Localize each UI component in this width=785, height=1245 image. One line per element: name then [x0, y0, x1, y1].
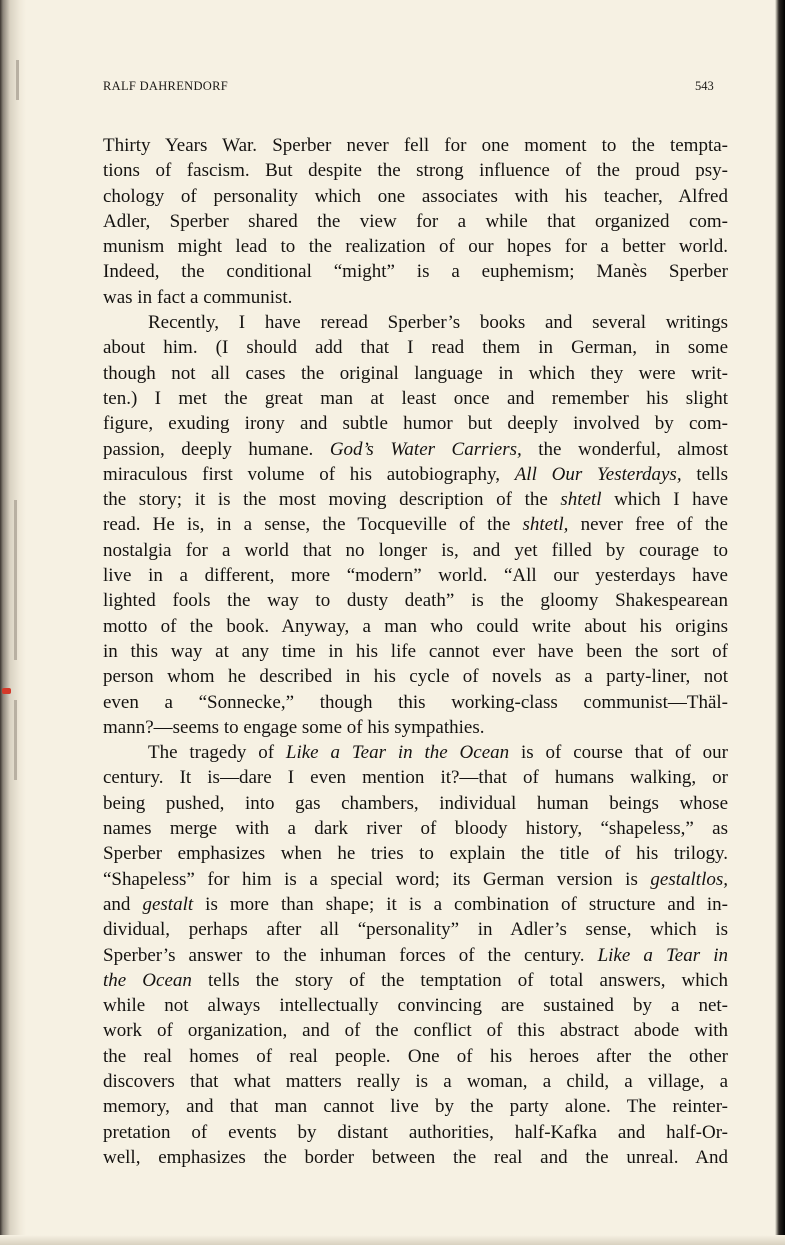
text-line: Indeed, the conditional “might” is a euphemism; Manès Sperber — [103, 261, 728, 283]
book-title: God’s Water Carriers, — [329, 438, 522, 460]
text-line: the real homes of real people. One of his heroes after the other — [103, 1045, 728, 1067]
text-line: while not always intellectually convincing are sustained by a net- — [103, 995, 728, 1017]
text-line: memory, and that man cannot live by the party alone. The reinter- — [103, 1096, 728, 1118]
margin-mark — [14, 700, 17, 780]
text-line: munism might lead to the realization of our hopes for a better world. — [103, 236, 728, 258]
page-number: 543 — [695, 79, 714, 93]
text-line: being pushed, into gas chambers, individual human beings whose — [103, 792, 728, 814]
text-line: the story; it is the most moving description of the shtetl which I have — [103, 489, 729, 511]
text-line: motto of the book. Anyway, a man who could write about his origins — [103, 615, 728, 637]
text-line: read. He is, in a sense, the Tocqueville of the shtetl, never free of the — [103, 514, 728, 536]
text-line: names merge with a dark river of bloody history, “shapeless,” as — [103, 818, 728, 840]
text-line: and gestalt is more than shape; it is a combination of structure and in- — [103, 893, 728, 915]
italic-term: shtetl, — [522, 514, 569, 536]
text-line: pretation of events by distant authorities, half-Kafka and half-Or- — [103, 1121, 728, 1143]
text-line: Sperber’s answer to the inhuman forces of the century. Like a Tear in — [103, 944, 729, 966]
text-line: live in a different, more “modern” world. “All our yesterdays have — [103, 565, 728, 587]
book-title: All Our Yesterdays, — [514, 463, 682, 485]
text-line: mann?—seems to engage some of his sympathies. — [103, 716, 485, 738]
text-line: century. It is—dare I even mention it?—that of humans walking, or — [103, 767, 728, 789]
text-line: lighted fools the way to dusty death” is the gloomy Shakespearean — [103, 590, 728, 612]
text-line: Adler, Sperber shared the view for a while that organized com- — [103, 210, 728, 232]
text-line: was in fact a communist. — [103, 286, 293, 308]
running-head: RALF DAHRENDORF — [103, 79, 229, 93]
text-line: chology of personality which one associates with his teacher, Alfred — [103, 185, 728, 207]
italic-term: gestaltlos, — [650, 868, 728, 890]
text-line: work of organization, and of the conflict of this abstract abode with — [103, 1020, 728, 1042]
italic-term: gestalt — [142, 893, 194, 915]
body-text — [103, 133, 728, 1170]
text-line: discovers that what matters really is a woman, a child, a village, a — [103, 1070, 728, 1092]
book-title: Like a Tear in the Ocean — [285, 742, 510, 764]
red-margin-mark — [2, 688, 11, 694]
text-line: though not all cases the original language in which they were writ- — [103, 362, 728, 384]
paragraph-start-line: The tragedy of Like a Tear in the Ocean is of course that of our — [148, 742, 728, 764]
margin-mark — [14, 500, 17, 660]
italic-term: shtetl — [560, 489, 602, 511]
margin-mark — [16, 60, 19, 100]
text-line: miraculous first volume of his autobiography, All Our Yesterdays, tells — [103, 463, 728, 485]
text-line: even a “Sonnecke,” though this working-class communist—Thäl- — [103, 691, 728, 713]
page-bottom-shade — [0, 1235, 785, 1245]
text-line: nostalgia for a world that no longer is, and yet filled by courage to — [103, 539, 728, 561]
text-line: Sperber emphasizes when he tries to explain the title of his trilogy. — [103, 843, 728, 865]
paragraph-start-line: Recently, I have reread Sperber’s books and several writings — [148, 312, 728, 334]
text-line: in this way at any time in his life cannot ever have been the sort of — [103, 640, 728, 662]
text-line: person whom he described in his cycle of novels as a party-liner, not — [103, 666, 728, 688]
book-title: the Ocean — [103, 969, 192, 991]
book-title: Like a Tear in — [597, 944, 729, 966]
text-line: the Ocean tells the story of the temptation of total answers, which — [103, 969, 728, 991]
page-edge-shadow — [775, 0, 785, 1245]
binding-gutter — [0, 0, 26, 1245]
text-line: well, emphasizes the border between the real and the unreal. And — [103, 1146, 728, 1168]
text-line: “Shapeless” for him is a special word; its German version is gestaltlos, — [103, 868, 728, 890]
text-line: passion, deeply humane. God’s Water Carriers, the wonderful, almost — [103, 438, 728, 460]
text-line: figure, exuding irony and subtle humor but deeply involved by com- — [103, 413, 728, 435]
text-line: dividual, perhaps after all “personality” in Adler’s sense, which is — [103, 919, 728, 941]
text-line: Thirty Years War. Sperber never fell for one moment to the tempta- — [103, 135, 728, 156]
text-line: tions of fascism. But despite the strong influence of the proud psy- — [103, 160, 728, 182]
text-line: ten.) I met the great man at least once and remember his slight — [103, 387, 728, 409]
text-line: about him. (I should add that I read them in German, in some — [103, 337, 728, 359]
